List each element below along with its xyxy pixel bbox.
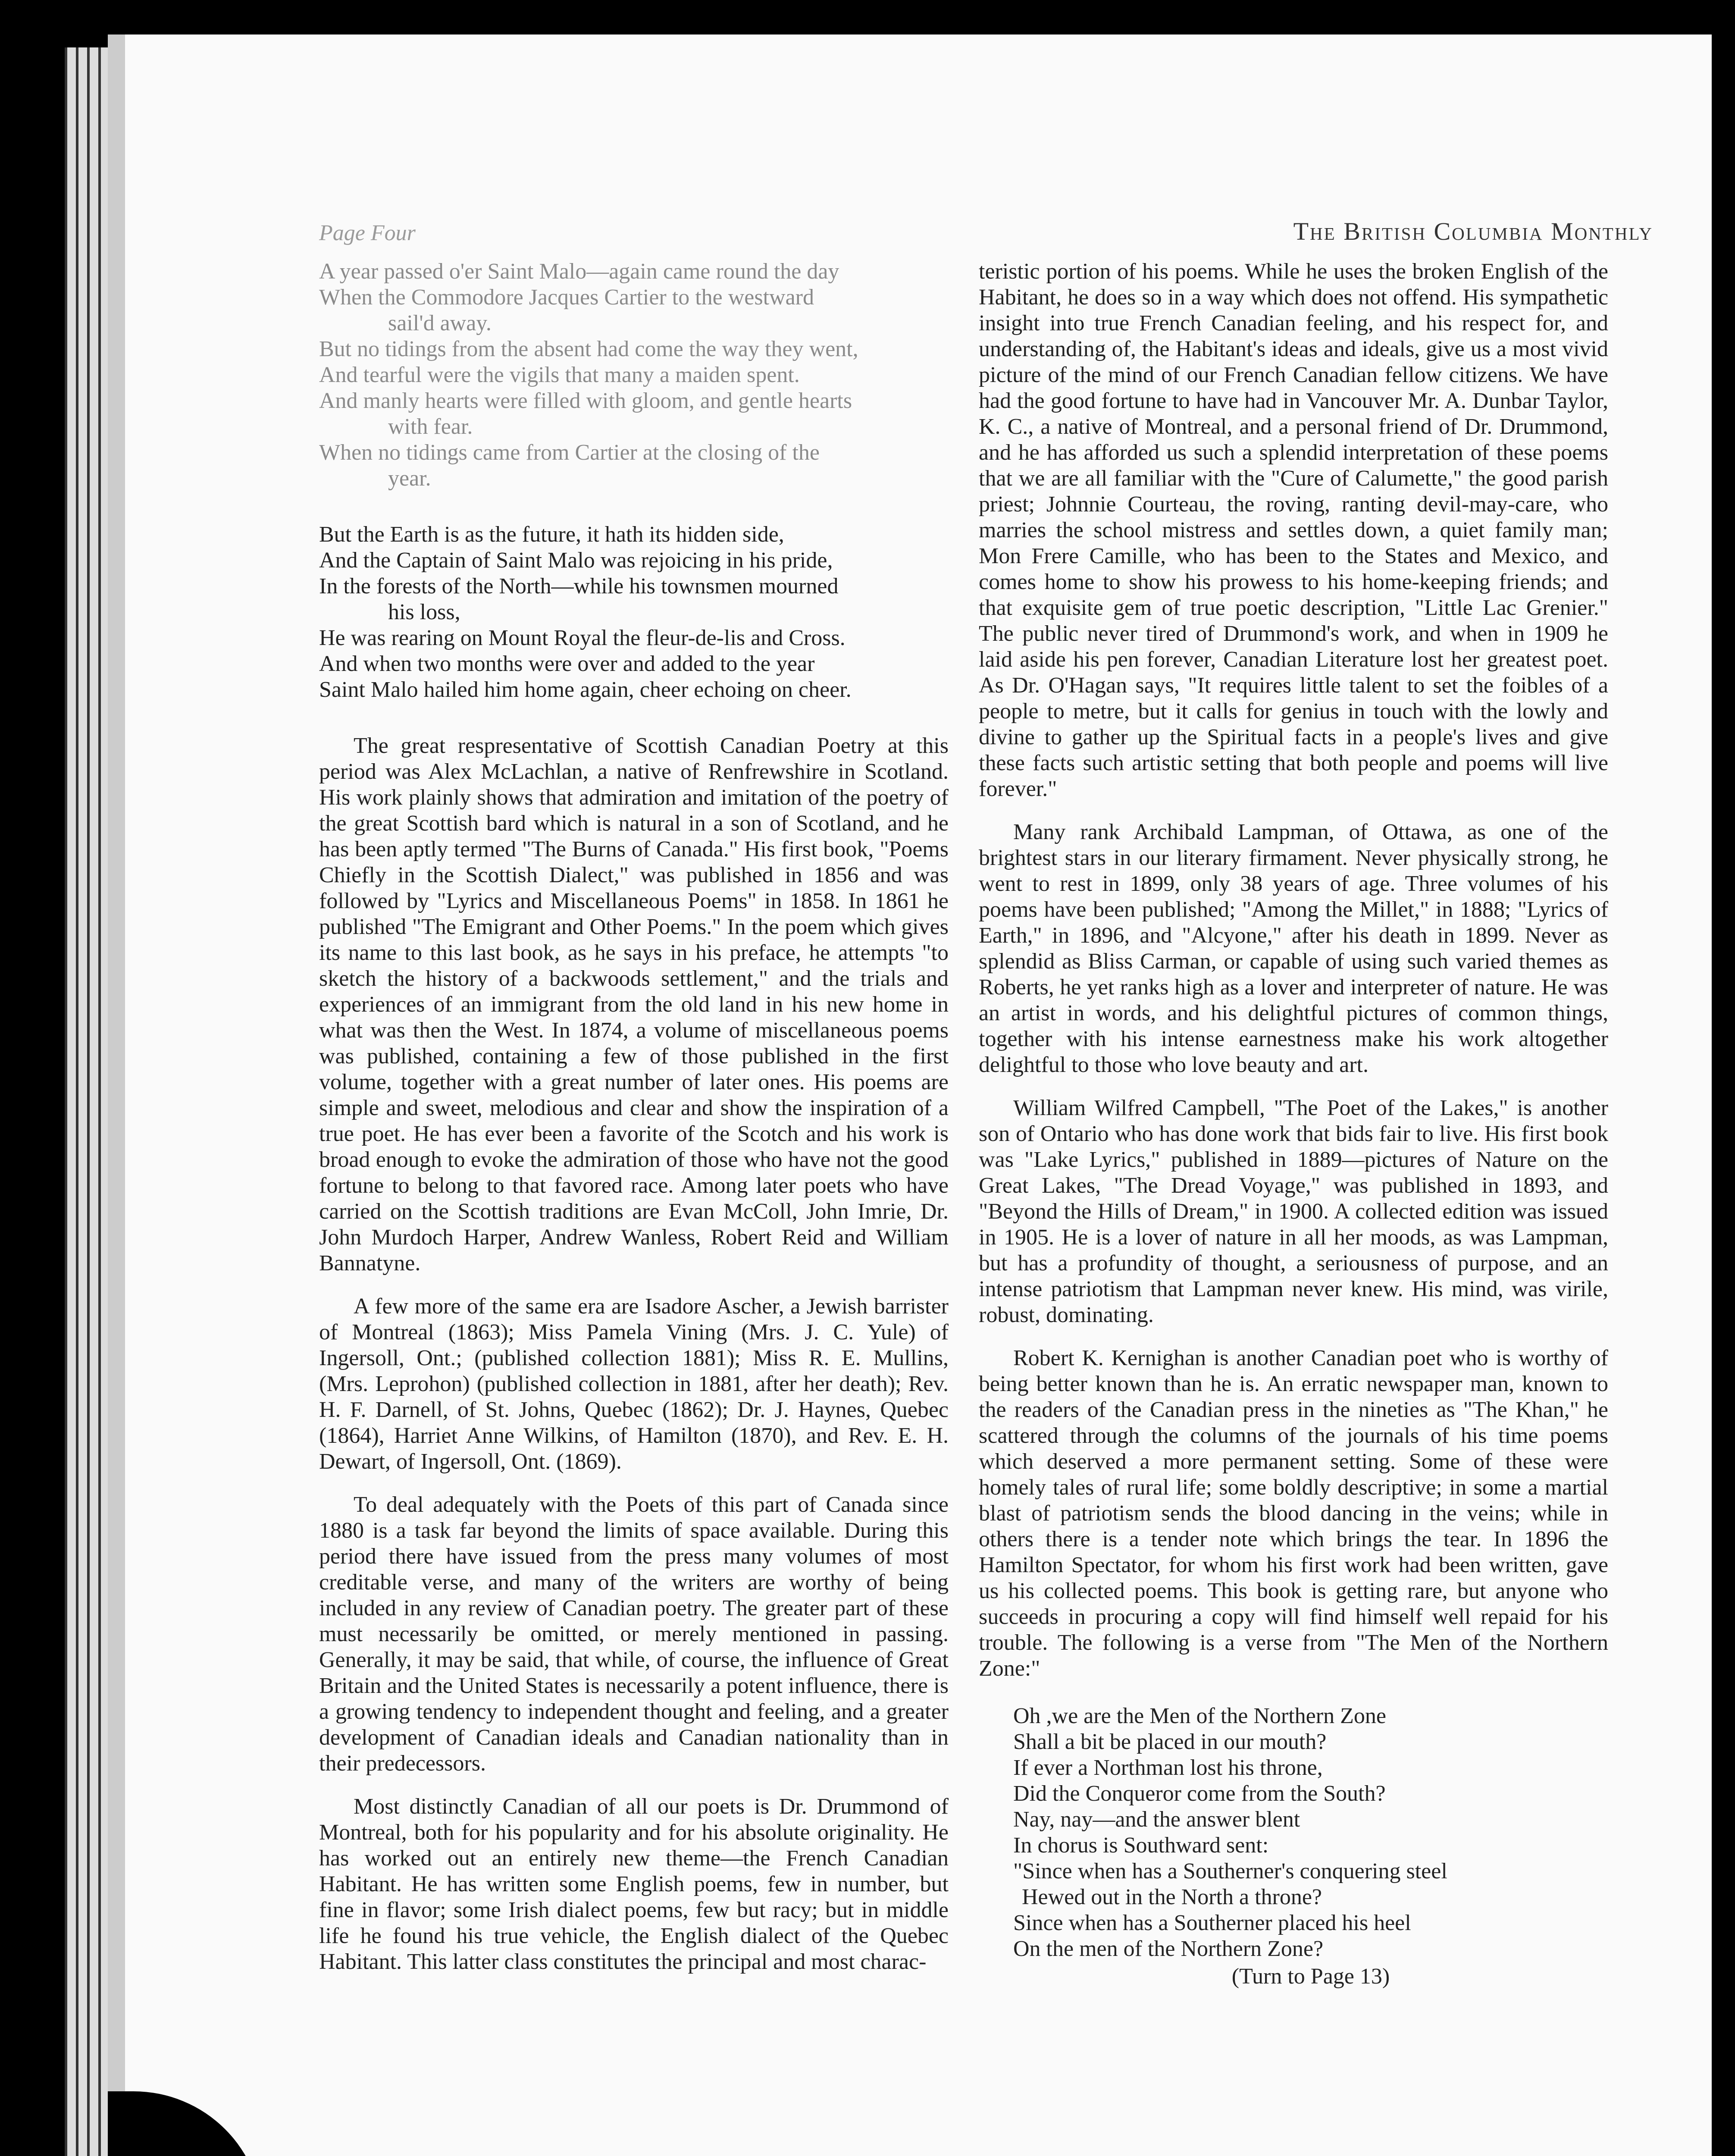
paragraph-drummond-continued: teristic portion of his poems. While he uses the broken English of the Habitant, he does so in a way which does not offend. His sympathetic insight into true French Canadian feeling, and his respect for, and understanding of, the Habitant's ideas and ideals, give us a most vivid picture of the mind of our French Canadian fellow citizens. We have had the good fortune to have had in Vancouver Mr. A. Dunbar Taylor, K. C., a native of Montreal, and a personal friend of Dr. Drummond, and he has afforded us such a splendid interpretation of these poems that we are all familiar with the "Cure of Calumette," the good parish priest; Johnnie Courteau, the roving, ranting devil-may-care, who marries the school mistress and settles down, a quiet family man; Mon Frere Camille, who has been to the States and Mexico, and comes home to show his prowess to his home-keeping friends; and that exquisite gem of true poetic description, "Little Lac Grenier." The public never tired of Drummond's work, and when in 1909 he laid aside his pen forever, Canadian Literature lost her greatest poet. As Dr. O'Hagan says, "It requires little talent to set the foibles of a people to metre, but it calls for genius in touch with the lowly and divine to gather up the Spiritual facts in a people's lives and give these facts such artistic setting that both people and poems will live forever."	[979, 259, 1608, 801]
verse-line: year.	[388, 466, 431, 491]
verse-line: But the Earth is as the future, it hath its hidden side,	[319, 522, 784, 547]
poem-line: If ever a Northman lost his throne,	[1013, 1755, 1323, 1780]
verse-line: with fear.	[388, 414, 473, 439]
paragraph-few-more-poets: A few more of the same era are Isadore Ascher, a Jewish barrister of Montreal (1863); Miss Pamela Vining (Mrs. J. C. Yule) of Ingersoll, Ont.; (published collection 1881); Miss R. E. Mullins, (Mrs. Leprohon) (published collection in 1881, after her death); Rev. H. F. Darnell, of St. Johns, Quebec (1862); Dr. J. Haynes, Quebec (1864), Harriet Anne Wilkins, of Hamilton (1870), and Rev. E. H. Dewart, of Ingersoll, Ont. (1869).	[319, 1294, 949, 1474]
verse-line: sail'd away.	[388, 311, 492, 335]
verse-line: When the Commodore Jacques Cartier to the westward	[319, 285, 814, 310]
verse-line: When no tidings came from Cartier at the closing of the	[319, 440, 820, 465]
poem-line: "Since when has a Southerner's conquering steel	[1013, 1859, 1447, 1883]
paragraph-campbell: William Wilfred Campbell, "The Poet of the Lakes," is another son of Ontario who has done work that bids fair to live. His first book was "Lake Lyrics," published in 1889—pictures of Nature on the Great Lakes, "The Dread Voyage," was published in 1893, and "Beyond the Hills of Dream," in 1900. A collected edition was issued in 1905. He is a lover of nature in all her moods, as was Lampman, but has a profundity of thought, a seriousness of purpose, and an intense patriotism that Lampman never knew. His mind, was virile, robust, dominating.	[979, 1096, 1608, 1327]
publication-title: The British Columbia Monthly	[1293, 217, 1653, 245]
cartier-stanza-2	[319, 522, 949, 703]
poem-line: Shall a bit be placed in our mouth?	[1013, 1730, 1327, 1754]
verse-line: In the forests of the North—while his townsmen mourned	[319, 574, 839, 599]
paragraph-drummond: Most distinctly Canadian of all our poets is Dr. Drummond of Montreal, both for his popularity and for his absolute originality. He has worked out an entirely new theme—the French Canadian Habitant. He has written some English poems, few in number, but fine in flavor; some Irish dialect poems, few but racy; but in middle life he found his true vehicle, the English dialect of the Quebec Habitant. This latter class constitutes the principal and most charac-	[319, 1794, 949, 1974]
verse-line: A year passed o'er Saint Malo—again came round the day	[319, 259, 839, 284]
verse-line: And the Captain of Saint Malo was rejoicing in his pride,	[319, 548, 833, 573]
verse-line: But no tidings from the absent had come the way they went,	[319, 337, 858, 361]
poem-line: Did the Conqueror come from the South?	[1013, 1781, 1386, 1806]
cartier-stanza-1	[319, 259, 949, 492]
paragraph-mclachlan: The great respresentative of Scottish Canadian Poetry at this period was Alex McLachlan, a native of Renfrewshire in Scotland. His work plainly shows that admiration and imitation of the poetry of the great Scottish bard which is natural in a son of Scotland, and he has been aptly termed "The Burns of Canada." His first book, "Poems Chiefly in the Scottish Dialect," was published in 1856 and was followed by "Lyrics and Miscellaneous Poems" in 1858. In 1861 he published "The Emigrant and Other Poems." In the poem which gives its name to this last book, as he says in his preface, he attempts "to sketch the history of a backwoods settlement," and the trials and experiences of an immigrant from the old land in his new home in what was then the West. In 1874, a volume of miscellaneous poems was published, containing a few of those published in the first volume, together with a great number of later ones. His poems are simple and sweet, melodious and clear and show the inspiration of a true poet. He has ever been a favorite of the Scotch and his work is broad enough to evoke the admiration of those who have not the good fortune to belong to that favored race. Among later poets who have carried on the Scottish traditions are Evan McColl, John Imrie, Dr. John Murdoch Harper, Andrew Wanless, Robert Reid and William Bannatyne.	[319, 733, 949, 1275]
verse-line: And when two months were over and added to the year	[319, 652, 815, 676]
paragraph-lampman: Many rank Archibald Lampman, of Ottawa, as one of the brightest stars in our literary firmament. Never physically strong, he went to rest in 1899, only 38 years of age. Three volumes of his poems have been published; "Among the Millet," in 1888; "Lyrics of Earth," in 1896, and "Alcyone," after his death in 1899. Never as splendid as Bliss Carman, or capable of using such varied themes as Roberts, he yet ranks high as a lover and interpreter of nature. He was an artist in words, and his delightful pictures of common things, together with his intense earnestness make his work altogether delightful to those who love beauty and art.	[979, 820, 1608, 1077]
right-column	[979, 259, 1608, 2156]
page-header	[319, 211, 1653, 246]
turn-to-page-note: (Turn to Page 13)	[1231, 1964, 1390, 1989]
poem-line: Since when has a Southerner placed his heel	[1013, 1911, 1411, 1935]
poem-line: In chorus is Southward sent:	[1013, 1833, 1269, 1858]
verse-line: his loss,	[388, 600, 460, 624]
paragraph-since-1880: To deal adequately with the Poets of this part of Canada since 1880 is a task far beyond the limits of space available. During this period there have issued from the press many volumes of most creditable verse, and many of the writers are worthy of being included in any review of Canadian poetry. The greater part of these must necessarily be omitted, or merely mentioned in passing. Generally, it may be said, that while, of course, the influence of Great Britain and the United States is necessarily a potent influence, there is a growing tendency to independent thought and feeling, and a greater development of Canadian ideals and Canadian nationality than in their predecessors.	[319, 1492, 949, 1776]
poem-line: Oh ,we are the Men of the Northern Zone	[1013, 1704, 1386, 1728]
poem-line: Hewed out in the North a throne?	[1022, 1885, 1322, 1909]
verse-line: Saint Malo hailed him home again, cheer echoing on cheer.	[319, 677, 852, 702]
paragraph-kernighan: Robert K. Kernighan is another Canadian poet who is worthy of being better known than he is. An erratic newspaper man, known to the readers of the Canadian press in the nineties as "The Khan," he scattered through the columns of the journals of his time poems which deserved a more permanent setting. Some of these were homely tales of rural life; some boldly descriptive; in some a martial blast of patriotism sends the blood dancing in the veins; while in others there is a tender note which brings the tear. In 1896 the Hamilton Spectator, for whom his first work had been written, gave us his collected poems. This book is getting rare, but anyone who succeeds in procuring a copy will find himself well repaid for his trouble. The following is a verse from "The Men of the Northern Zone:"	[979, 1346, 1608, 1681]
page-label: Page Four	[319, 221, 416, 245]
left-column	[319, 259, 949, 2156]
verse-line: He was rearing on Mount Royal the fleur-de-lis and Cross.	[319, 626, 846, 650]
poem-line: Nay, nay—and the answer blent	[1013, 1807, 1300, 1832]
verse-line: And manly hearts were filled with gloom, and gentle hearts	[319, 389, 852, 413]
poem-line: On the men of the Northern Zone?	[1013, 1937, 1324, 1961]
verse-line: And tearful were the vigils that many a maiden spent.	[319, 363, 800, 387]
northern-zone-poem	[1013, 1703, 1608, 1990]
